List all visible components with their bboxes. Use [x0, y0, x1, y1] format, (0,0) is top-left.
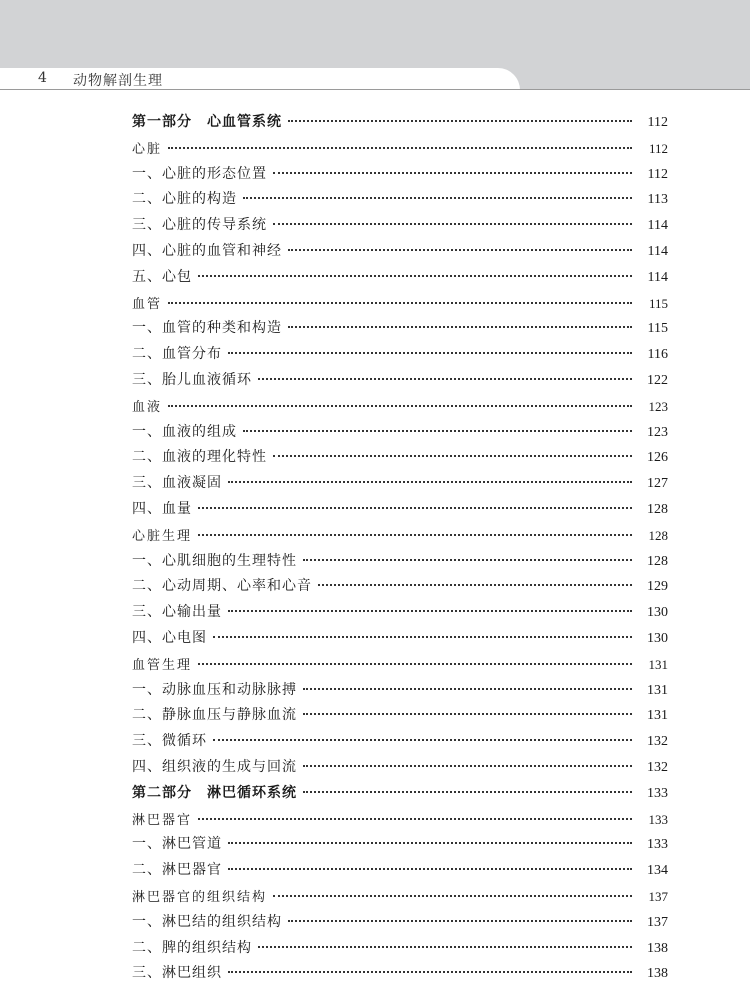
toc-entry[interactable]	[132, 884, 668, 910]
dot-leader	[198, 534, 632, 536]
toc-entry-page: 115	[648, 295, 668, 311]
toc-entry[interactable]	[132, 497, 668, 523]
toc-entry-page: 130	[647, 630, 668, 646]
dot-leader	[198, 275, 632, 277]
dot-leader	[198, 818, 632, 820]
toc-entry-title: 二、淋巴器官	[132, 862, 222, 879]
toc-entry[interactable]	[132, 600, 668, 626]
toc-entry-page: 133	[647, 785, 668, 801]
toc-entry-title: 一、淋巴结的组织结构	[132, 913, 282, 930]
toc-entry-page: 128	[648, 527, 668, 543]
toc-entry[interactable]	[132, 162, 668, 188]
toc-entry[interactable]	[132, 678, 668, 704]
toc-entry-page: 130	[647, 605, 668, 621]
toc-entry-title: 三、淋巴组织	[132, 965, 222, 982]
toc-entry-title: 血管	[132, 296, 163, 312]
toc-entry-title: 二、心脏的构造	[132, 191, 237, 208]
dot-leader	[273, 895, 632, 897]
toc-entry[interactable]	[132, 368, 668, 394]
toc-entry-page: 123	[648, 398, 668, 414]
toc-entry-title: 一、血液的组成	[132, 423, 237, 440]
dot-leader	[288, 249, 632, 251]
toc-entry-title: 二、脾的组织结构	[132, 939, 252, 956]
toc-entry-title: 一、血管的种类和构造	[132, 320, 282, 337]
toc-entry[interactable]	[132, 394, 668, 420]
toc-entry[interactable]	[132, 110, 668, 136]
toc-entry[interactable]	[132, 936, 668, 962]
toc-entry-page: 128	[647, 553, 668, 569]
toc-entry-page: 132	[647, 759, 668, 775]
toc-entry-title: 三、胎儿血液循环	[132, 371, 252, 388]
toc-entry-title: 一、心脏的形态位置	[132, 165, 267, 182]
toc-entry-title: 第一部分 心血管系统	[132, 114, 282, 130]
toc-entry-page: 122	[647, 372, 668, 388]
dot-leader	[258, 946, 632, 948]
dot-leader	[303, 791, 632, 793]
toc-entry-page: 133	[647, 837, 668, 853]
toc-entry-title: 第二部分 淋巴循环系统	[132, 784, 297, 801]
toc-entry-page: 114	[647, 243, 668, 259]
toc-entry-page: 138	[647, 940, 668, 956]
toc-entry-page: 115	[647, 321, 668, 337]
toc-entry-page: 114	[647, 218, 668, 234]
toc-entry[interactable]	[132, 523, 668, 549]
dot-leader	[228, 481, 632, 483]
toc-entry-title: 四、心电图	[132, 629, 207, 646]
toc-entry-title: 五、心包	[132, 268, 192, 285]
toc-entry[interactable]	[132, 703, 668, 729]
toc-entry[interactable]	[132, 316, 668, 342]
dot-leader	[198, 507, 632, 509]
toc-entry[interactable]	[132, 445, 668, 471]
toc-entry-page: 129	[647, 579, 668, 595]
toc-entry-title: 血液	[132, 399, 163, 415]
toc-entry-page: 112	[648, 140, 668, 156]
toc-entry-page: 131	[647, 682, 668, 698]
toc-entry[interactable]	[132, 574, 668, 600]
dot-leader	[228, 971, 632, 973]
toc-entry-title: 四、组织液的生成与回流	[132, 758, 297, 775]
toc-entry[interactable]	[132, 187, 668, 213]
toc-entry-title: 四、血量	[132, 500, 192, 517]
toc-entry[interactable]	[132, 471, 668, 497]
toc-entry[interactable]	[132, 807, 668, 833]
dot-leader	[213, 636, 632, 638]
toc-entry[interactable]	[132, 781, 668, 807]
toc-entry-title: 二、静脉血压与静脉血流	[132, 707, 297, 724]
dot-leader	[168, 147, 632, 149]
toc-entry[interactable]	[132, 420, 668, 446]
toc-entry-title: 三、微循环	[132, 733, 207, 750]
toc-entry-page: 133	[648, 811, 668, 827]
toc-entry-page: 114	[647, 269, 668, 285]
toc-entry-page: 127	[647, 476, 668, 492]
dot-leader	[243, 197, 632, 199]
toc-entry[interactable]	[132, 729, 668, 755]
dot-leader	[303, 713, 632, 715]
toc-entry[interactable]	[132, 213, 668, 239]
dot-leader	[273, 223, 632, 225]
dot-leader	[228, 842, 632, 844]
toc-entry-title: 二、心动周期、心率和心音	[132, 578, 312, 595]
toc-entry[interactable]	[132, 239, 668, 265]
dot-leader	[228, 868, 632, 870]
dot-leader	[168, 302, 632, 304]
dot-leader	[303, 559, 632, 561]
toc-entry-page: 116	[647, 347, 668, 363]
dot-leader	[198, 663, 632, 665]
page-number: 4	[38, 70, 47, 86]
toc-entry-page: 113	[647, 192, 668, 208]
toc-entry-title: 三、心脏的传导系统	[132, 217, 267, 234]
dot-leader	[243, 430, 632, 432]
toc-entry-page: 126	[647, 450, 668, 466]
toc-entry[interactable]	[132, 265, 668, 291]
table-of-contents	[132, 110, 668, 987]
toc-entry-title: 二、血液的理化特性	[132, 449, 267, 466]
toc-entry-page: 132	[647, 734, 668, 750]
toc-entry-title: 淋巴器官	[132, 812, 193, 828]
dot-leader	[273, 172, 632, 174]
toc-entry-page: 123	[647, 424, 668, 440]
dot-leader	[213, 739, 632, 741]
toc-entry[interactable]	[132, 910, 668, 936]
toc-entry-title: 一、淋巴管道	[132, 836, 222, 853]
toc-entry-title: 一、心肌细胞的生理特性	[132, 552, 297, 569]
toc-entry-page: 137	[648, 888, 668, 904]
toc-entry-page: 138	[647, 966, 668, 982]
dot-leader	[228, 352, 632, 354]
dot-leader	[288, 920, 632, 922]
toc-entry-title: 三、心输出量	[132, 604, 222, 621]
toc-entry-title: 淋巴器官的组织结构	[132, 889, 268, 905]
toc-entry-title: 心脏	[132, 141, 163, 157]
toc-entry-page: 131	[647, 708, 668, 724]
dot-leader	[288, 120, 632, 122]
toc-entry-title: 一、动脉血压和动脉脉搏	[132, 681, 297, 698]
toc-entry-page: 131	[648, 656, 668, 672]
toc-entry-page: 112	[647, 166, 668, 182]
toc-entry[interactable]	[132, 961, 668, 987]
dot-leader	[288, 326, 632, 328]
dot-leader	[303, 688, 632, 690]
dot-leader	[168, 405, 632, 407]
toc-entry-page: 128	[647, 501, 668, 517]
dot-leader	[258, 378, 632, 380]
toc-entry[interactable]	[132, 755, 668, 781]
toc-entry[interactable]	[132, 626, 668, 652]
toc-entry-title: 三、血液凝固	[132, 475, 222, 492]
toc-entry[interactable]	[132, 291, 668, 317]
toc-entry-page: 137	[647, 914, 668, 930]
toc-entry[interactable]	[132, 652, 668, 678]
book-title: 动物解剖生理	[73, 73, 163, 89]
toc-entry-title: 二、血管分布	[132, 346, 222, 363]
toc-entry[interactable]	[132, 342, 668, 368]
toc-entry-title: 四、心脏的血管和神经	[132, 242, 282, 259]
dot-leader	[318, 584, 632, 586]
toc-entry-title: 血管生理	[132, 657, 193, 673]
toc-entry[interactable]	[132, 858, 668, 884]
toc-entry-page: 134	[647, 863, 668, 879]
toc-entry[interactable]	[132, 549, 668, 575]
dot-leader	[303, 765, 632, 767]
dot-leader	[228, 610, 632, 612]
toc-entry-title: 心脏生理	[132, 528, 193, 544]
toc-entry[interactable]	[132, 136, 668, 162]
toc-entry-page: 112	[647, 115, 668, 130]
toc-entry[interactable]	[132, 832, 668, 858]
dot-leader	[273, 455, 632, 457]
